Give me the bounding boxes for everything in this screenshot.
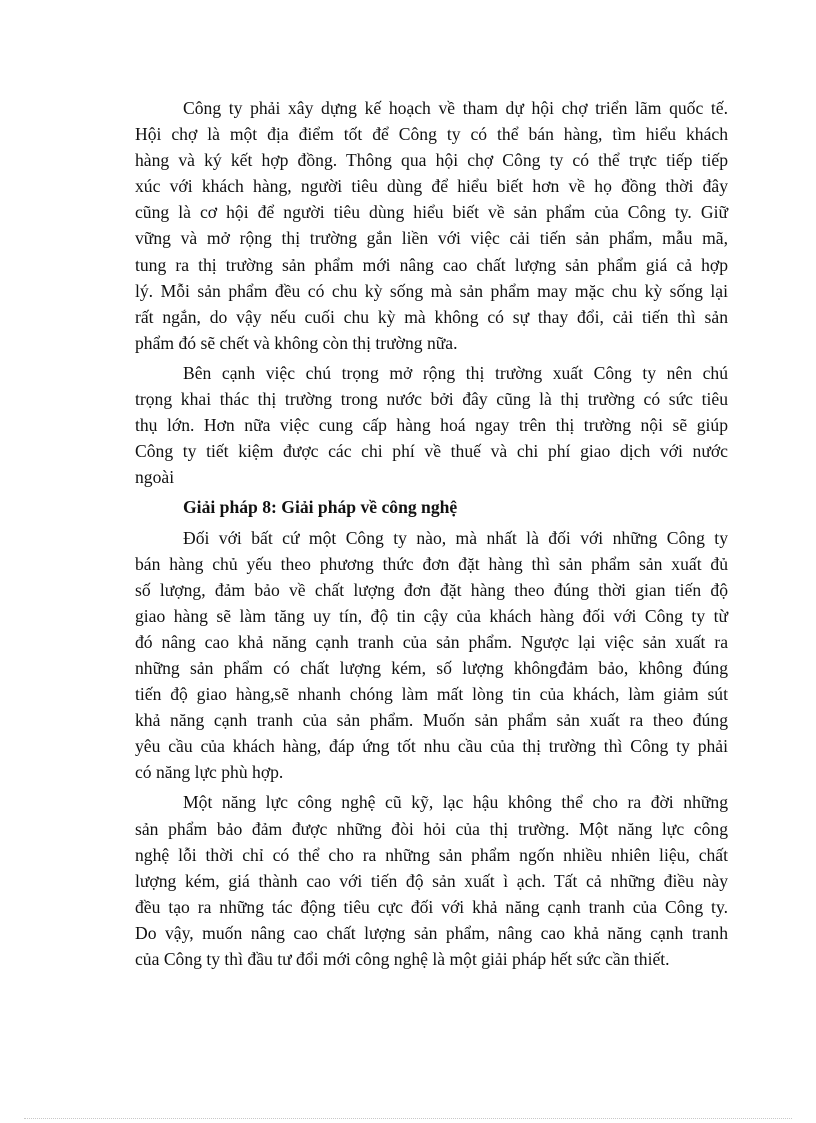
text-line: rất ngắn, do vậy nếu cuối chu kỳ mà không có sự thay đổi, cải tiến thì sản	[135, 306, 728, 327]
text-line: Đối với bất cứ một Công ty nào, mà nhất là đối với những Công ty	[183, 527, 728, 548]
paragraph-trade-fair	[135, 95, 728, 356]
text-line: yêu cầu của khách hàng, đáp ứng tốt nhu cầu của thị trường thì Công ty phải	[135, 736, 728, 757]
text-line: của Công ty thì đầu tư đổi mới công nghệ là một giải pháp hết sức cần thiết.	[135, 949, 670, 969]
text-line: lượng kém, giá thành cao với tiến độ sản xuất ì ạch. Tất cả những điều này	[135, 870, 728, 891]
text-line: số lượng, đảm bảo về chất lượng đơn đặt hàng theo đúng thời gian tiến độ	[135, 579, 728, 600]
text-line: Một năng lực công nghệ cũ kỹ, lạc hậu không thể cho ra đời những	[183, 792, 728, 813]
text-line: xúc với khách hàng, người tiêu dùng để hiểu biết hơn về họ đồng thời đây	[135, 176, 728, 197]
text-line: vững và mở rộng thị trường gắn liền với việc cải tiến sản phẩm, mẫu mã,	[135, 228, 728, 249]
paragraph-production-capacity	[135, 525, 728, 786]
text-line: Bên cạnh việc chú trọng mở rộng thị trường xuất Công ty nên chú	[183, 362, 728, 383]
text-line: trọng khai thác thị trường trong nước bởi đây cũng là thị trường có sức tiêu	[135, 389, 728, 410]
document-page	[135, 95, 728, 972]
text-line: Công ty tiết kiệm được các chi phí về thuế và chi phí giao dịch với nước	[135, 441, 728, 462]
text-line: phẩm đó sẽ chết và không còn thị trường nữa.	[135, 332, 458, 353]
text-line: có năng lực phù hợp.	[135, 762, 284, 783]
text-line: đó nâng cao khả năng cạnh tranh của sản phẩm. Ngược lại việc sản xuất ra	[135, 631, 728, 652]
text-line: giao hàng sẽ làm tăng uy tín, độ tin cậy của khách hàng đối với Công ty từ	[135, 605, 728, 626]
text-line: những sản phẩm có chất lượng kém, số lượng khôngđảm bảo, không đúng	[135, 657, 728, 678]
text-line: nghệ lỗi thời chỉ có thể cho ra những sản phẩm ngốn nhiều nhiên liệu, chất	[135, 844, 728, 865]
text-line: đều tạo ra những tác động tiêu cực đối với khả năng cạnh tranh của Công ty.	[135, 896, 728, 917]
section-heading: Giải pháp 8: Giải pháp về công nghệ	[183, 497, 458, 518]
text-line: bán hàng chủ yếu theo phương thức đơn đặt hàng thì sản phẩm sản xuất đủ	[135, 553, 728, 574]
text-line: tung ra thị trường sản phẩm mới nâng cao chất lượng sản phẩm giá cả hợp	[135, 254, 728, 275]
text-line: khả năng cạnh tranh của sản phẩm. Muốn sản phẩm sản xuất ra theo đúng	[135, 710, 728, 731]
text-line: sản phẩm bảo đảm được những đòi hỏi của thị trường. Một năng lực công	[135, 818, 728, 839]
text-line: ngoài	[135, 467, 175, 488]
paragraph-technology	[135, 789, 728, 972]
text-line: cũng là cơ hội để người tiêu dùng hiểu biết về sản phẩm của Công ty. Giữ	[135, 202, 728, 223]
text-line: thụ lớn. Hơn nữa việc cung cấp hàng hoá ngay trên thị trường nội sẽ giúp	[135, 415, 728, 436]
text-line: Công ty phải xây dựng kế hoạch về tham dự hội chợ triển lãm quốc tế.	[183, 98, 728, 118]
text-line: Hội chợ là một địa điểm tốt để Công ty có thể bán hàng, tìm hiểu khách	[135, 124, 728, 145]
text-line: Do vậy, muốn nâng cao chất lượng sản phẩm, nâng cao khả năng cạnh tranh	[135, 922, 728, 943]
text-line: tiến độ giao hàng,sẽ nhanh chóng làm mất lòng tin của khách, làm giảm sút	[135, 684, 728, 705]
paragraph-domestic-market	[135, 360, 728, 490]
text-line: hàng và ký kết hợp đồng. Thông qua hội chợ Công ty có thể trực tiếp tiếp	[135, 150, 728, 171]
page-bottom-rule	[24, 1118, 792, 1119]
text-line: lý. Mỗi sản phẩm đều có chu kỳ sống mà sản phẩm may mặc chu kỳ sống lại	[135, 280, 728, 301]
